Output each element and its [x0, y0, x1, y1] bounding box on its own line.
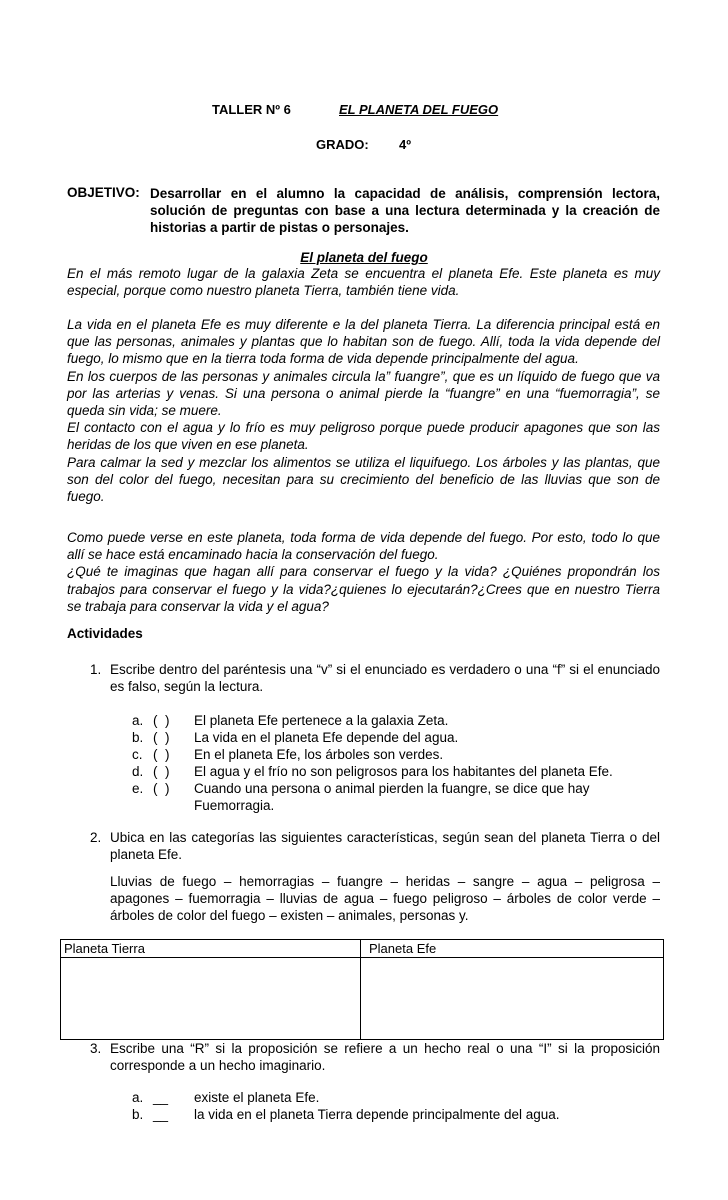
activity-number: 3.	[90, 1041, 102, 1056]
story-paragraph-line: En los cuerpos de las personas y animales circula la” fuangre”, que es un líquido de fuego que va por las arterias y venas. Si una persona o animal pierde la “fuangre” en una “fuemorragia”, se queda sin vida; se muere.	[67, 368, 660, 419]
answer-parenthesis[interactable]: ( )	[153, 747, 170, 762]
grado-value: 4º	[399, 137, 411, 152]
answer-cell-efe[interactable]	[361, 958, 663, 1039]
activity-text: Escribe una “R” si la proposición se refiere a un hecho real o una “I” si la proposición corresponde a un hecho imaginario.	[110, 1041, 660, 1073]
answer-parenthesis[interactable]: ( )	[153, 713, 170, 728]
story-paragraph-line: Para calmar la sed y mezclar los alimentos se utiliza el liquifuego. Los árboles y las plantas, que son del color del fuego, necesitan para su crecimiento del beneficio de las lluvias que son de fuego.	[67, 454, 660, 505]
story-paragraph-line: Como puede verse en este planeta, toda forma de vida depende del fuego. Por esto, todo lo que allí se hace está encaminado hacia la conservación del fuego.	[67, 530, 660, 563]
activity-text: Ubica en las categorías las siguientes características, según sean del planeta Tierra o del planeta Efe.	[110, 830, 660, 862]
grado-label: GRADO:	[316, 137, 369, 152]
story-paragraph: En el más remoto lugar de la galaxia Zeta se encuentra el planeta Efe. Este planeta es muy especial, porque como nuestro planeta Tierra, también tiene vida.	[67, 266, 660, 299]
classification-table	[60, 939, 664, 1040]
answer-cell-tierra[interactable]	[61, 958, 360, 1039]
proposition-text: la vida en el planeta Tierra depende principalmente del agua.	[194, 1107, 560, 1122]
subitem-letter: a.	[132, 1090, 144, 1105]
activity-number: 2.	[90, 830, 102, 845]
statement-text: El planeta Efe pertenece a la galaxia Zeta.	[194, 713, 449, 728]
story-paragraph	[67, 316, 660, 505]
subitem-letter: c.	[132, 747, 143, 762]
answer-parenthesis[interactable]: ( )	[153, 781, 170, 796]
statement-text: El agua y el frío no son peligrosos para los habitantes del planeta Efe.	[194, 764, 613, 779]
subitem-letter: b.	[132, 1107, 144, 1122]
story-paragraph-line: La vida en el planeta Efe es muy diferente e la del planeta Tierra. La diferencia principal está en que las personas, animales y plantas que lo habitan son de fuego. Allí, toda la vida depende del fuego, lo mismo que en la tierra toda forma de vida depende principalmente del agua.	[67, 317, 660, 367]
story-title: El planeta del fuego	[300, 250, 428, 265]
answer-blank[interactable]: __	[153, 1090, 169, 1105]
subitem-letter: d.	[132, 764, 144, 779]
column-header-efe: Planeta Efe	[369, 941, 437, 956]
column-header-tierra: Planeta Tierra	[64, 941, 145, 956]
taller-number: TALLER Nº 6	[212, 102, 291, 117]
statement-text: La vida en el planeta Efe depende del agua.	[194, 730, 459, 745]
page-title: EL PLANETA DEL FUEGO	[339, 102, 499, 117]
answer-parenthesis[interactable]: ( )	[153, 764, 170, 779]
characteristics-list: Lluvias de fuego – hemorragias – fuangre – heridas – sangre – agua – peligrosa – apagones – fuemorragia – lluvias de agua – fuego peligroso – árboles de color verde – árboles de color del fuego – existen – animales, personas y.	[110, 874, 660, 923]
statement-text: En el planeta Efe, los árboles son verdes.	[194, 747, 444, 762]
answer-blank[interactable]: __	[153, 1107, 169, 1122]
objective-label: OBJETIVO:	[67, 185, 140, 200]
subitem-letter: b.	[132, 730, 144, 745]
activity-number: 1.	[90, 662, 102, 677]
activities-title: Actividades	[67, 626, 143, 641]
subitem-letter: a.	[132, 713, 144, 728]
answer-parenthesis[interactable]: ( )	[153, 730, 170, 745]
story-paragraph	[67, 529, 660, 615]
subitem-letter: e.	[132, 781, 144, 796]
statement-text-continued: Fuemorragia.	[194, 798, 275, 813]
objective-text: Desarrollar en el alumno la capacidad de análisis, comprensión lectora, solución de preguntas con base a una lectura determinada y la creación de historias a partir de pistas o personajes.	[150, 186, 660, 235]
activity-text: Escribe dentro del paréntesis una “v” si el enunciado es verdadero o una “f” si el enunciado es falso, según la lectura.	[110, 662, 660, 694]
story-paragraph-line: ¿Qué te imaginas que hagan allí para conservar el fuego y la vida? ¿Quiénes propondrán los trabajos para conservar el fuego y la vida?¿quienes lo ejecutarán?¿Crees que en nuestro Tierra se trabaja para conservar la vida y el agua?	[67, 564, 660, 614]
story-paragraph-line: El contacto con el agua y lo frío es muy peligroso porque puede producir apagones que son las heridas de los que viven en ese planeta.	[67, 420, 660, 453]
proposition-text: existe el planeta Efe.	[194, 1090, 320, 1105]
statement-text: Cuando una persona o animal pierden la fuangre, se dice que hay	[194, 781, 590, 796]
